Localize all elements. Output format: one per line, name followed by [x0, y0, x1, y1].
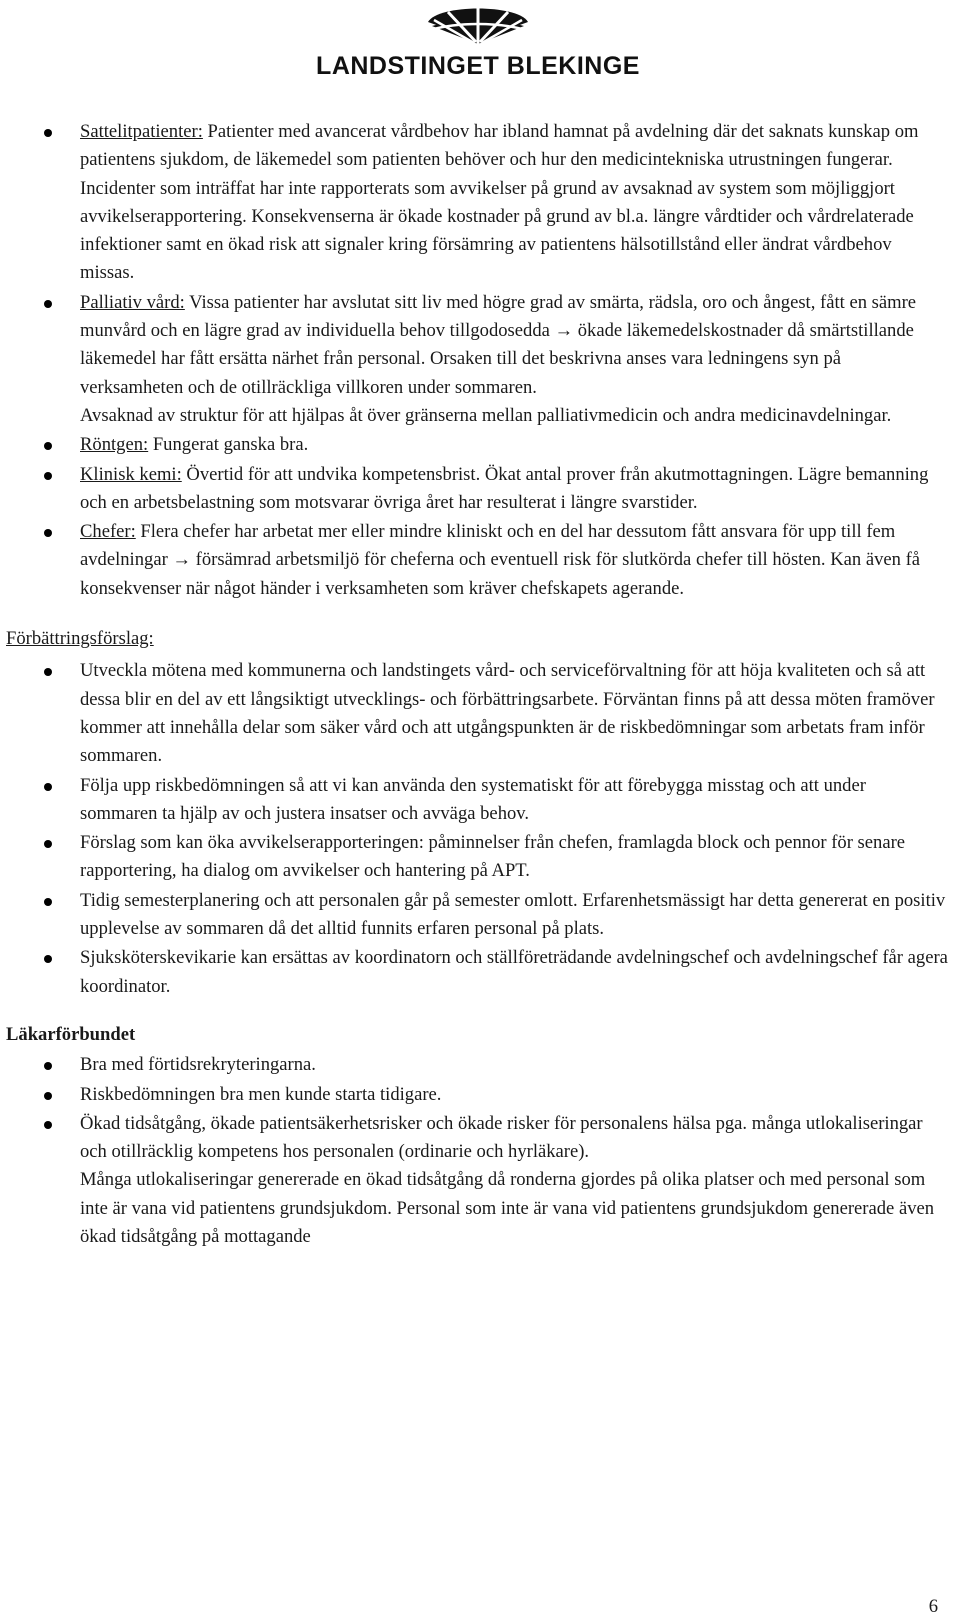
paragraph: Riskbedömningen bra men kunde starta tidigare.	[80, 1083, 442, 1105]
consequences-list	[6, 118, 948, 603]
list-item	[6, 944, 948, 1001]
item-text: Avsaknad av struktur för att hjälpas åt över gränserna mellan palliativmedicin och andra medicinavdelningar.	[80, 404, 892, 426]
bullet-icon	[44, 898, 52, 906]
item-lead: Röntgen:	[80, 434, 149, 456]
item-text: Övertid för att undvika kompetensbrist. Ökat antal prover från akutmottagningen. Lägre bemanning och en arbetsbelastning som motsvarar övriga året har resulterat i längre svarstider.	[80, 463, 929, 513]
item-text: Utveckla mötena med kommunerna och landstingets vård- och serviceförvaltning för att höja kvaliteten och så att dessa blir en del av ett långsiktigt utvecklings- och förbättringsarbete. Förväntan finns på att dessa möten framöver kommer att innehålla delar som säker vård och att utgångspunkten är de riskbedömningar som arbetats fram inför sommaren.	[80, 660, 935, 767]
list-item	[6, 431, 948, 459]
list-item	[6, 118, 948, 288]
paragraph	[80, 402, 948, 430]
logo-wordmark: LANDSTINGET BLEKINGE	[316, 52, 640, 80]
item-text: Flera chefer har arbetat mer eller mindre kliniskt och en del har dessutom fått ansvara för upp till fem avdelningar → försämrad arbetsmiljö för cheferna och eventuell risk för slutkörda chefer till hösten. Kan även få konsekvenser när något händer i verksamheten som kräver chefskapets agerande.	[80, 521, 921, 599]
item-text: Vissa patienter har avslutat sitt liv med högre grad av smärta, rädsla, oro och ångest, fått en sämre munvård och en lägre grad av individuella behov tillgodosedda → ökade läkemedelskostnader då smärtstillande läkemedel har fått ersätta närhet från personal. Orsaken till det beskrivna anses vara ledningens syn på verksamheten och de otillräckliga villkoren under sommaren.	[80, 291, 917, 398]
bullet-icon	[44, 1092, 52, 1100]
paragraph: Bra med förtidsrekryteringarna.	[80, 1054, 316, 1076]
paragraph: Ökad tidsåtgång, ökade patientsäkerhetsrisker och ökade risker för personalens hälsa pga. många utlokaliseringar och otillräcklig kompetens hos personalen (ordinarie och hyrläkare).	[80, 1112, 923, 1163]
item-lead: Klinisk kemi:	[80, 463, 182, 485]
list-item	[6, 829, 948, 886]
item-lead: Palliativ vård:	[80, 291, 185, 313]
list-item	[6, 1051, 948, 1079]
bullet-icon	[44, 668, 52, 676]
item-text: Patienter med avancerat vårdbehov har ibland hamnat på avdelning där det saknats kunskap om patientens sjukdom, de läkemedel som patienten behöver och hur den medicintekniska utrustningen fungerar. Incidenter som inträffat har inte rapporterats som avvikelser på grund av avsaknad av system som möjliggjort avvikelserapportering. Konsekvenserna är ökade kostnader på grund av bl.a. längre vårdtider och vårdrelaterade infektioner samt en ökad risk att signaler kring försämring av patientens hälsotillstånd eller ändrat vårdbehov missas.	[80, 121, 919, 284]
bullet-icon	[44, 472, 52, 480]
item-lead: Chefer:	[80, 521, 136, 543]
item-text: Sjuksköterskevikarie kan ersättas av koordinatorn och ställföreträdande avdelningschef och avdelningschef får agera koordinator.	[80, 947, 948, 997]
item-text: Tidig semesterplanering och att personalen går på semester omlott. Erfarenhetsmässigt har detta genererat en positiv upplevelse av sommaren då det alltid funnits erfaren personal på plats.	[80, 889, 946, 940]
improvements-list	[6, 657, 948, 1001]
page-number: 6	[928, 1596, 938, 1617]
paragraph	[80, 518, 948, 603]
paragraph: Många utlokaliseringar genererade en ökad tidsåtgång då ronderna gjordes på olika platser och med personal som inte är vana vid patientens grundsjukdom. Personal som inte är vana vid patientens grundsjukdom genererade även ökad tidsåtgång på mottagande	[80, 1169, 935, 1247]
list-item	[6, 1110, 948, 1251]
lakarforbundet-list	[6, 1051, 948, 1251]
list-item	[6, 657, 948, 770]
list-item	[6, 461, 948, 518]
bullet-icon	[44, 300, 52, 308]
list-item	[6, 887, 948, 944]
section-heading-improvements: Förbättringsförslag:	[6, 628, 154, 650]
bullet-icon	[44, 529, 52, 537]
paragraph	[80, 431, 948, 459]
item-text: Fungerat ganska bra.	[148, 434, 309, 456]
bullet-icon	[44, 1062, 52, 1070]
document-body	[6, 118, 948, 1252]
bullet-icon	[44, 783, 52, 791]
list-item	[6, 289, 948, 430]
logo-emblem	[418, 0, 538, 50]
item-lead: Sattelitpatienter:	[80, 121, 203, 142]
section-heading-lakarforbundet: Läkarförbundet	[6, 1023, 136, 1045]
list-item	[6, 772, 948, 829]
bullet-icon	[44, 129, 52, 137]
bullet-icon	[44, 1121, 52, 1129]
item-text: Följa upp riskbedömningen så att vi kan använda den systematiskt för att förebygga misstag och att under sommaren ta hjälp av och justera insatser och avväga behov.	[80, 774, 866, 824]
bullet-icon	[44, 442, 52, 450]
list-item	[6, 1081, 948, 1109]
bullet-icon	[44, 840, 52, 848]
bullet-icon	[44, 955, 52, 963]
paragraph	[80, 461, 948, 518]
paragraph	[80, 289, 948, 402]
paragraph	[80, 118, 948, 288]
item-text: Förslag som kan öka avvikelserapporteringen: påminnelser från chefen, framlagda block och pennor för senare rapportering, ha dialog om avvikelser och hantering på APT.	[80, 832, 906, 882]
logo	[298, 0, 658, 90]
list-item	[6, 518, 948, 603]
